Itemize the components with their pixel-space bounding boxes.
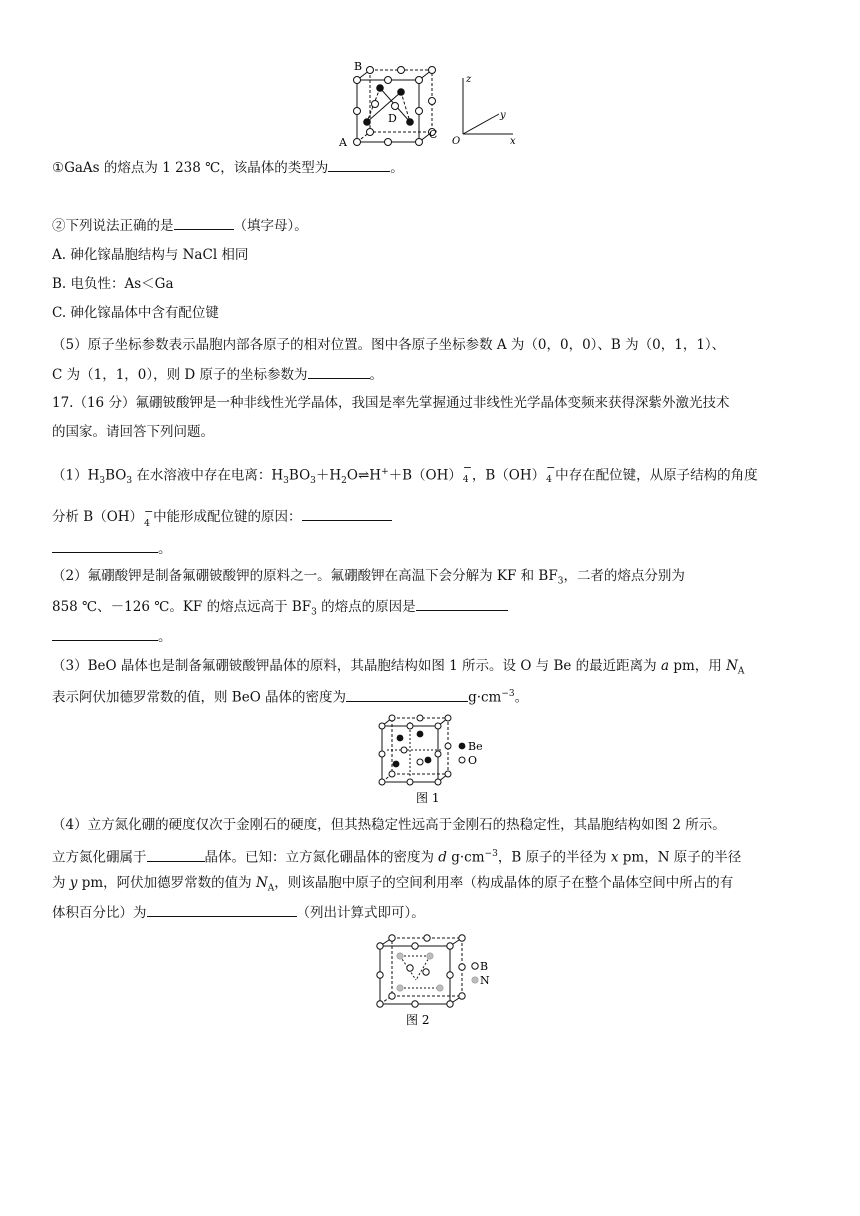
line-1: ①GaAs 的熔点为 1 238 ℃，该晶体的类型为 。 (52, 157, 404, 178)
label-a: A (339, 136, 347, 148)
option-b: B. 电负性：As＜Ga (52, 276, 174, 292)
label-d: D (388, 112, 397, 125)
option-c: C. 砷化镓晶体中含有配位键 (52, 305, 219, 321)
answer-blank (308, 364, 370, 379)
line-17-3: （3）BeO 晶体也是制备氟硼铍酸钾晶体的原料，其晶胞结构如图 1 所示。设 O 与 Be 的最近距离为 a pm，用 $N_A$ (52, 658, 745, 677)
line-17-2-blank: 。 (52, 626, 172, 647)
line-q5-cont: C 为（1，1，0），则 D 原子的坐标参数为 。 (52, 364, 383, 385)
line-q17: 17.（16 分）氟硼铍酸钾是一种非线性光学晶体，我国是率先掌握通过非线性光学晶体变频来获得深紫外激光技术 (52, 395, 730, 411)
figure-2-caption: 图 2 (406, 1013, 430, 1027)
axis-x: x (510, 136, 516, 147)
axis-origin: O (452, 136, 461, 147)
answer-blank (52, 538, 158, 553)
line-17-1-cont: 分析 B（OH） − 4 中能形成配位键的原因： (52, 506, 392, 527)
answer-blank (52, 626, 158, 641)
line-17-1-blank: 。 (52, 538, 172, 559)
line-2: ②下列说法正确的是 （填字母）。 (52, 215, 308, 236)
axis-z: z (466, 74, 472, 85)
line-17-4: （4）立方氮化硼的硬度仅次于金刚石的硬度，但其热稳定性远高于金刚石的热稳定性，其晶胞结构如图 2 所示。 (52, 817, 726, 833)
answer-blank (416, 596, 508, 611)
legend-o: O (468, 754, 478, 767)
line-q17-cont: 的国家。请回答下列问题。 (52, 424, 214, 440)
line-17-3-cont: 表示阿伏加德罗常数的值，则 BeO 晶体的密度为 $g\cdot cm^{-3}$。 (52, 684, 528, 708)
figure-1-caption: 图 1 (416, 791, 440, 805)
gaas-cell-figure (335, 58, 535, 148)
axis-y: y (500, 110, 506, 121)
answer-blank (147, 847, 205, 862)
line-17-2-cont: 858 ℃、－126 ℃。KF 的熔点远高于 $BF_3$ 的熔点的原因是 (52, 596, 508, 623)
line-17-4-cont: 立方氮化硼属于 晶体。已知：立方氮化硼晶体的密度为 d $g\cdot cm^{-3}$，B 原子的半径为 x pm，N 原子的半径 (52, 844, 741, 868)
answer-blank (302, 506, 392, 521)
label-b: B (354, 60, 363, 73)
answer-blank (328, 157, 390, 172)
line-q5: （5）原子坐标参数表示晶胞内部各原子的相对位置。图中各原子坐标参数 A 为（0，0，0）、B 为（0，1，1）、 (52, 337, 726, 353)
answer-blank (346, 687, 468, 702)
legend-n: N (480, 974, 490, 987)
bn-cell-figure (370, 932, 500, 1028)
option-a: A. 砷化镓晶胞结构与 NaCl 相同 (52, 247, 249, 263)
beo-cell-figure (372, 712, 502, 808)
answer-blank (147, 902, 297, 917)
line-17-4-cont3: 体积百分比）为 （列出计算式即可）。 (52, 902, 425, 923)
legend-b: B (480, 960, 489, 973)
answer-blank (174, 215, 234, 230)
line-17-2: （2）氟硼酸钾是制备氟硼铍酸钾的原料之一。氟硼酸钾在高温下会分解为 KF 和 $BF_3$，二者的熔点分别为 (52, 568, 685, 587)
legend-be: Be (468, 740, 483, 753)
line-17-1: $(1)H_3BO_3$ 在水溶液中存在电离：$H_3BO_3+H_2O\rightleftharpoons H^++B(OH)$ − 4 ，B（OH） − 4 中存在配位键，从原子结构的角度 (52, 461, 758, 487)
line-17-4-cont2: 为 y pm，阿伏加德罗常数的值为 $N_A$，则该晶胞中原子的空间利用率（构成晶体的原子在整个晶体空间中所占的有 (52, 875, 734, 894)
label-c: C (429, 128, 438, 141)
